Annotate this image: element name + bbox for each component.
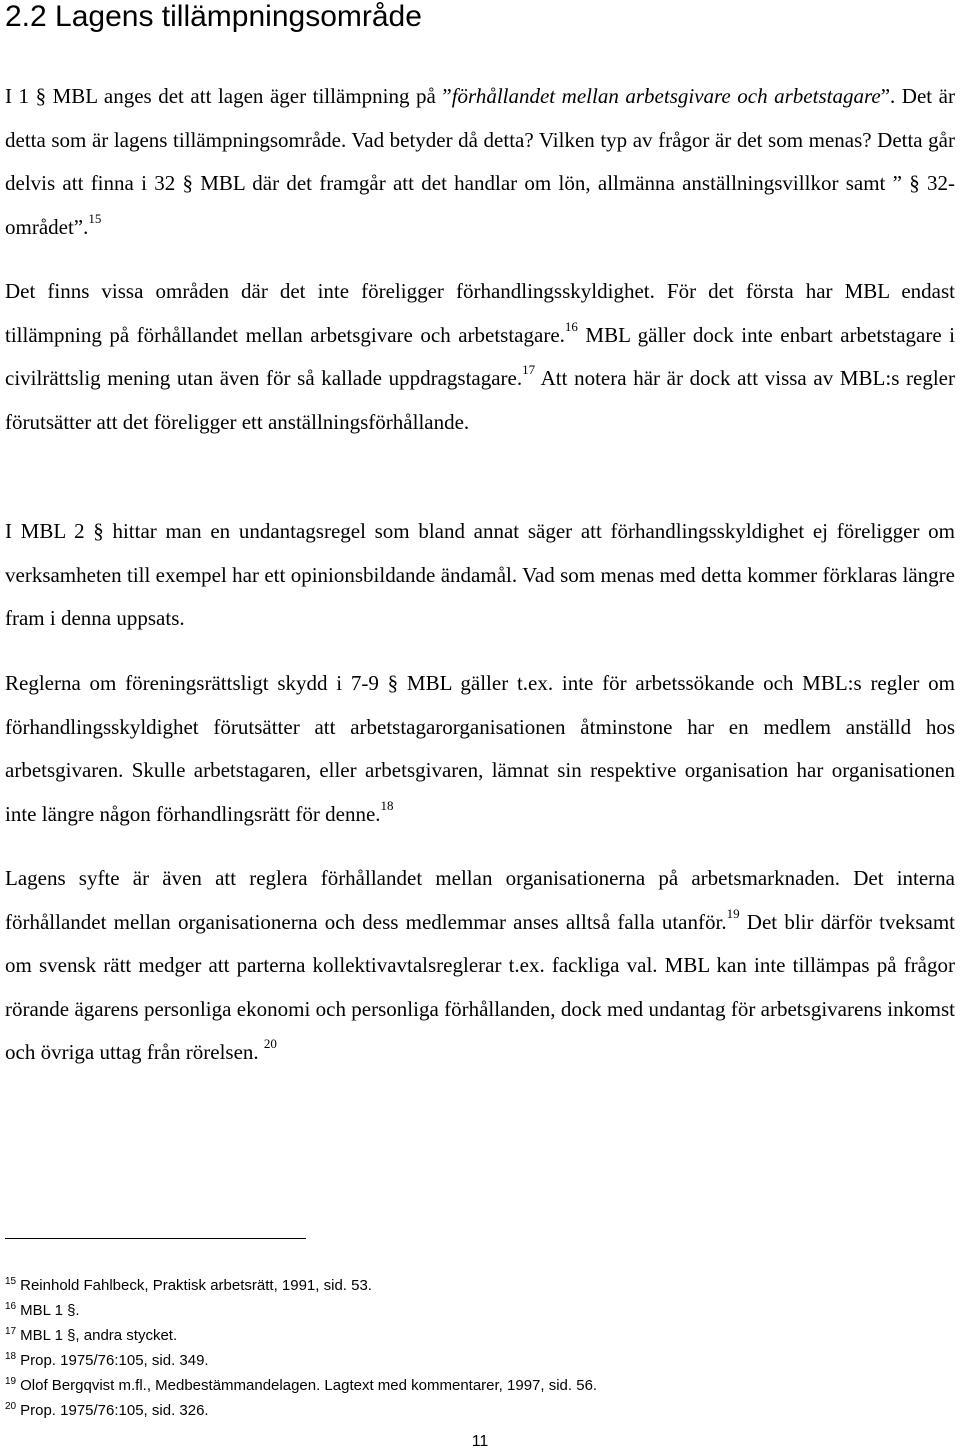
footnote-item — [5, 1373, 905, 1398]
footnote-text: Reinhold Fahlbeck, Praktisk arbetsrätt, 1991, sid. 53. — [20, 1277, 372, 1294]
footnote-number: 18 — [5, 1351, 17, 1362]
footnote-text: Prop. 1975/76:105, sid. 326. — [20, 1402, 209, 1419]
footnote-number: 15 — [5, 1276, 17, 1287]
paragraph-1-quote: förhållandet mellan arbetsgivare och arbetstagare — [451, 84, 881, 108]
paragraph-4-text: Reglerna om föreningsrättsligt skydd i 7-9 § MBL gäller t.ex. inte för arbetssökande och MBL:s regler om förhandlingsskyldighet förutsätter att arbetstagarorganisationen åtminstone har en medlem anställd hos arbetsgivaren. Skulle arbetstagaren, eller arbetsgivaren, lämnat sin respektive organisation har organisationen inte längre någon förhandlingsrätt för denne. — [5, 671, 955, 826]
paragraph-1-text-a: I 1 § MBL anges det att lagen äger tillämpning på ” — [5, 84, 452, 108]
paragraph-2-text-b: MBL gäller dock inte enbart arbetstagare i civilrättslig mening utan även för så kallade uppdragstagare. — [5, 322, 956, 390]
section-heading: 2.2 Lagens tillämpningsområde — [5, 0, 422, 33]
paragraph-4 — [5, 662, 955, 836]
paragraph-2-text-a: Det finns vissa områden där det inte föreligger förhandlingsskyldighet. För det första har MBL endast tillämpning på förhållandet mellan arbetsgivare och arbetstagare. — [5, 279, 955, 347]
footnote-text: MBL 1 §. — [20, 1302, 80, 1319]
footnote-item — [5, 1348, 905, 1373]
footnote-item — [5, 1273, 905, 1298]
footnote-list — [5, 1273, 905, 1423]
footnote-item — [5, 1323, 905, 1348]
paragraph-5-text-a: Lagens syfte är även att reglera förhållandet mellan organisationerna på arbetsmarknaden. Det interna förhållandet mellan organisationerna och dess medlemmar anses alltså falla utanför. — [5, 866, 955, 934]
paragraph-5 — [5, 857, 955, 1075]
footnote-ref-20[interactable]: 20 — [263, 1036, 277, 1051]
footnote-item — [5, 1298, 905, 1323]
footnote-number: 17 — [5, 1326, 17, 1337]
footnote-number: 20 — [5, 1401, 17, 1412]
paragraph-2-text-c: Att notera här är dock att vissa av MBL:s regler förutsätter att det föreligger ett anställningsförhållande. — [5, 366, 955, 434]
footnote-text: MBL 1 §, andra stycket. — [20, 1327, 178, 1344]
footnote-number: 19 — [5, 1376, 17, 1387]
footnote-ref-19[interactable]: 19 — [726, 905, 740, 921]
footnote-text: Olof Bergqvist m.fl., Medbestämmandelagen. Lagtext med kommentarer, 1997, sid. 56. — [20, 1377, 598, 1394]
footnote-text: Prop. 1975/76:105, sid. 349. — [20, 1352, 209, 1369]
paragraph-3 — [5, 510, 955, 641]
footnote-ref-17[interactable]: 17 — [522, 362, 536, 377]
paragraph-3-text: I MBL 2 § hittar man en undantagsregel som bland annat säger att förhandlingsskyldighet ej föreligger om verksamheten till exempel har ett opinionsbildande ändamål. Vad som menas med detta kommer förklaras längre fram i denna uppsats. — [5, 519, 955, 630]
footnote-ref-15[interactable]: 15 — [88, 210, 102, 226]
paragraph-1-text-b: ”. Det är detta som är lagens tillämpningsområde. Vad betyder då detta? Vilken typ av frågor är det som menas? Detta går delvis att finna i 32 § MBL där det framgår att det handlar om lön, allmänna anställningsvillkor samt ” § 32- området”. — [5, 84, 955, 239]
paragraph-2 — [5, 270, 955, 444]
footnote-number: 16 — [5, 1301, 17, 1312]
footnote-separator — [5, 1238, 306, 1239]
page-number: 11 — [471, 1433, 489, 1450]
paragraph-5-text-b: Det blir därför tveksamt om svensk rätt medger att parterna kollektivavtalsreglerar t.ex. fackliga val. MBL kan inte tillämpas på frågor rörande ägarens personliga ekonomi och personliga förhållanden, dock med undantag för arbetsgivarens inkomst och övriga uttag från rörelsen. — [5, 909, 955, 1064]
footnote-ref-16[interactable]: 16 — [564, 318, 578, 334]
footnote-ref-18[interactable]: 18 — [380, 797, 394, 813]
paragraph-1 — [5, 75, 955, 249]
footnote-item — [5, 1398, 905, 1423]
